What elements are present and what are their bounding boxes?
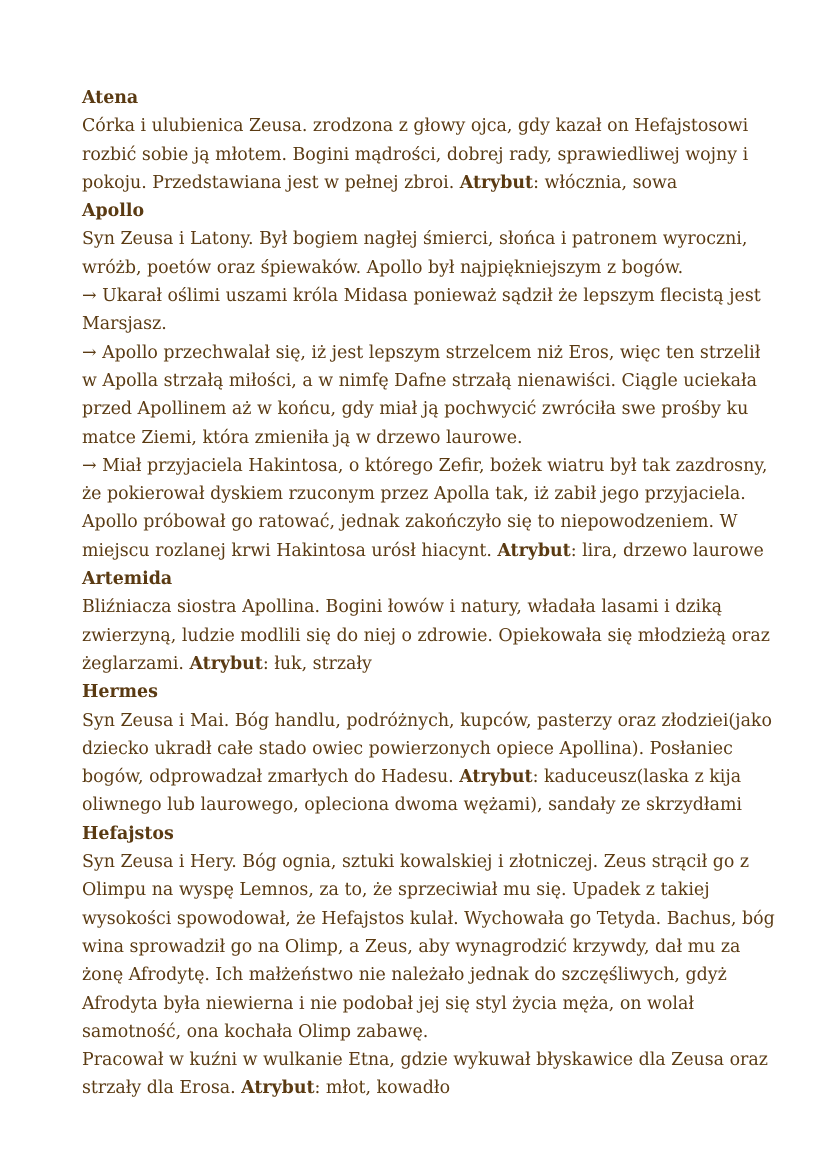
- text-line: Bliźniacza siostra Apollina. Bogini łowów i natury, władała lasami i dziką: [82, 597, 722, 618]
- section-title-hermes: Hermes: [82, 682, 158, 703]
- text-line: wina sprowadził go na Olimp, a Zeus, aby wynagrodzić krzywdy, dał mu za: [82, 936, 741, 957]
- text-line: miejscu rozlanej krwi Hakintosa urósł hiacynt. Atrybut: lira, drzewo laurowe: [82, 540, 764, 561]
- text-line: strzały dla Erosa. Atrybut: młot, kowadło: [82, 1078, 451, 1099]
- attribute-label: Atrybut: [459, 767, 533, 788]
- text-line: w Apolla strzałą miłości, a w nimfę Dafne strzałą nienawiści. Ciągle uciekała: [82, 370, 758, 391]
- arrow-icon: →: [82, 286, 97, 307]
- text-line: wróżb, poetów oraz śpiewaków. Apollo był najpiękniejszym z bogów.: [82, 257, 684, 278]
- text-line: że pokierował dyskiem rzuconym przez Apolla tak, iż zabił jego przyjaciela.: [82, 484, 746, 505]
- text-line: żeglarzami. Atrybut: łuk, strzały: [82, 653, 372, 674]
- attribute-value: : włócznia, sowa: [533, 172, 678, 193]
- text-line: oliwnego lub laurowego, opleciona dwoma wężami), sandały ze skrzydłami: [82, 795, 742, 816]
- document-page: [82, 84, 775, 1103]
- attribute-value: : kaduceusz(laska z kija: [532, 767, 742, 788]
- attribute-label: Atrybut: [189, 653, 263, 674]
- section-title-atena: Atena: [82, 88, 139, 108]
- text-line: Syn Zeusa i Latony. Był bogiem nagłej śmierci, słońca i patronem wyroczni,: [82, 229, 748, 250]
- text-line: zwierzyną, ludzie modlili się do niej o zdrowie. Opiekowała się młodzieżą oraz: [82, 625, 770, 646]
- attribute-value: : łuk, strzały: [262, 653, 372, 674]
- attribute-value: : lira, drzewo laurowe: [570, 540, 764, 561]
- attribute-label: Atrybut: [497, 540, 571, 561]
- section-title-hefajstos: Hefajstos: [82, 823, 174, 844]
- text-line: → Miał przyjaciela Hakintosa, o którego Zefir, bożek wiatru był tak zazdrosny,: [82, 455, 768, 476]
- attribute-label: Atrybut: [241, 1078, 315, 1099]
- text-line: dziecko ukradł całe stado owiec powierzonych opiece Apollina). Posłaniec: [82, 738, 733, 759]
- text-line: Olimpu na wyspę Lemnos, za to, że sprzeciwiał mu się. Upadek z takiej: [82, 880, 710, 901]
- section-title-apollo: Apollo: [82, 201, 145, 222]
- text-line: Syn Zeusa i Hery. Bóg ognia, sztuki kowalskiej i złotniczej. Zeus strącił go z: [82, 852, 750, 873]
- text-line: → Apollo przechwalał się, iż jest lepszym strzelcem niż Eros, więc ten strzelił: [82, 342, 761, 363]
- arrow-icon: →: [82, 342, 97, 363]
- text-line: żonę Afrodytę. Ich małżeństwo nie należało jednak do szczęśliwych, gdyż: [82, 965, 727, 986]
- attribute-value: : młot, kowadło: [314, 1078, 451, 1099]
- text-line: samotność, ona kochała Olimp zabawę.: [82, 1021, 429, 1042]
- section-title-artemida: Artemida: [82, 569, 173, 590]
- text-line: Córka i ulubienica Zeusa. zrodzona z głowy ojca, gdy kazał on Hefajstosowi: [82, 116, 749, 137]
- text-line: Afrodyta była niewierna i nie podobał jej się styl życia męża, on wolał: [82, 993, 694, 1014]
- text-line: wysokości spowodował, że Hefajstos kulał. Wychowała go Tetyda. Bachus, bóg: [82, 908, 775, 929]
- text-line: → Ukarał oślimi uszami króla Midasa ponieważ sądził że lepszym flecistą jest: [82, 286, 761, 307]
- attribute-label: Atrybut: [459, 172, 534, 193]
- text-line: rozbić sobie ją młotem. Bogini mądrości, dobrej rady, sprawiedliwej wojny i: [82, 144, 749, 165]
- text-line: Pracował w kuźni w wulkanie Etna, gdzie wykuwał błyskawice dla Zeusa oraz: [82, 1050, 768, 1071]
- text-line: matce Ziemi, która zmieniła ją w drzewo laurowe.: [82, 427, 523, 448]
- text-line: pokoju. Przedstawiana jest w pełnej zbroi. Atrybut: włócznia, sowa: [82, 172, 678, 193]
- text-line: Marsjasz.: [82, 314, 167, 335]
- text-line: Syn Zeusa i Mai. Bóg handlu, podróżnych, kupców, pasterzy oraz złodziei(jako: [82, 710, 772, 731]
- text-line: przed Apollinem aż w końcu, gdy miał ją pochwycić zwróciła swe prośby ku: [82, 399, 749, 420]
- text-line: bogów, odprowadzał zmarłych do Hadesu. Atrybut: kaduceusz(laska z kija: [82, 767, 742, 788]
- arrow-icon: →: [82, 455, 97, 476]
- text-line: Apollo próbował go ratować, jednak zakończyło się to niepowodzeniem. W: [82, 512, 738, 533]
